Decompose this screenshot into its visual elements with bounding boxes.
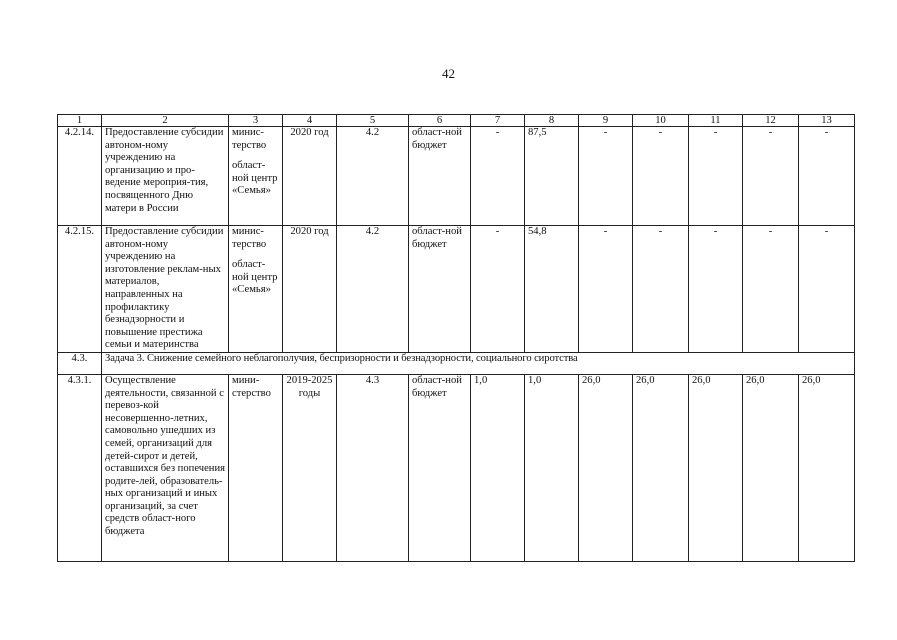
value-col-7: 1,0: [471, 374, 525, 561]
header-cell-13: 13: [799, 115, 855, 127]
value-col-13: -: [799, 226, 855, 353]
header-cell-3: 3: [229, 115, 283, 127]
value-col-11: -: [689, 127, 743, 226]
row-number: 4.3.1.: [58, 374, 102, 561]
header-cell-11: 11: [689, 115, 743, 127]
header-cell-6: 6: [409, 115, 471, 127]
value-col-10: -: [633, 127, 689, 226]
value-col-8: 54,8: [525, 226, 579, 353]
value-col-13: -: [799, 127, 855, 226]
page-number: 42: [442, 66, 455, 81]
value-col-7: -: [471, 226, 525, 353]
value-col-10: 26,0: [633, 374, 689, 561]
responsible-cell: [229, 127, 283, 226]
value-col-8: 87,5: [525, 127, 579, 226]
responsible-ministry: мини-стерство: [232, 374, 271, 399]
header-cell-10: 10: [633, 115, 689, 127]
value-col-10: -: [633, 226, 689, 353]
column-number-header-row: [58, 115, 855, 127]
row-number: 4.2.14.: [58, 127, 102, 226]
value-col-9: -: [579, 127, 633, 226]
value-col-11: -: [689, 226, 743, 353]
period: 2019-2025 годы: [283, 374, 337, 561]
activity-name: Предоставление субсидии автоном-ному учреждению на организацию и про-ведение мероприя-тия, посвященного Дню матери в России: [102, 127, 229, 226]
responsible-cell: [229, 226, 283, 353]
value-col-13: 26,0: [799, 374, 855, 561]
value-col-9: -: [579, 226, 633, 353]
indicator-link: 4.2: [337, 127, 409, 226]
funding-source: област-ной бюджет: [409, 226, 471, 353]
header-cell-1: 1: [58, 115, 102, 127]
value-col-7: -: [471, 127, 525, 226]
header-cell-7: 7: [471, 115, 525, 127]
value-col-8: 1,0: [525, 374, 579, 561]
header-cell-5: 5: [337, 115, 409, 127]
header-cell-4: 4: [283, 115, 337, 127]
responsible-ministry: минис-терство: [232, 127, 267, 151]
program-activities-table: [57, 114, 855, 562]
funding-source: област-ной бюджет: [409, 374, 471, 561]
value-col-9: 26,0: [579, 374, 633, 561]
task-number: 4.3.: [58, 352, 102, 374]
responsible-center: област-ной центр «Семья»: [232, 259, 278, 296]
indicator-link: 4.3: [337, 374, 409, 561]
period: 2020 год: [283, 226, 337, 353]
table-row: [58, 127, 855, 226]
value-col-12: -: [743, 127, 799, 226]
table-row: [58, 374, 855, 561]
funding-source: област-ной бюджет: [409, 127, 471, 226]
header-cell-8: 8: [525, 115, 579, 127]
responsible-ministry: минис-терство: [232, 226, 267, 250]
responsible-center: област-ной центр «Семья»: [232, 160, 278, 197]
header-cell-12: 12: [743, 115, 799, 127]
period: 2020 год: [283, 127, 337, 226]
activity-name: Осуществление деятельности, связанной с перевоз-кой несовершенно-летних, самовольно ушедших из семей, организаций для детей-сирот и детей, оставшихся без попечения родите-лей, образователь-ных организаций и иных организаций, за счет средств област-ного бюджета: [102, 374, 229, 561]
activity-name: Предоставление субсидии автоном-ному учреждению на изготовление реклам-ных материалов, направленных на профилактику безнадзорности и повышение престижа семьи и материнства: [102, 226, 229, 353]
table-row: [58, 226, 855, 353]
task-row: [58, 352, 855, 374]
value-col-12: 26,0: [743, 374, 799, 561]
row-number: 4.2.15.: [58, 226, 102, 353]
value-col-12: -: [743, 226, 799, 353]
header-cell-2: 2: [102, 115, 229, 127]
header-cell-9: 9: [579, 115, 633, 127]
task-title: Задача 3. Снижение семейного неблагополучия, беспризорности и безнадзорности, социального сиротства: [102, 352, 855, 374]
responsible-cell: [229, 374, 283, 561]
value-col-11: 26,0: [689, 374, 743, 561]
indicator-link: 4.2: [337, 226, 409, 353]
